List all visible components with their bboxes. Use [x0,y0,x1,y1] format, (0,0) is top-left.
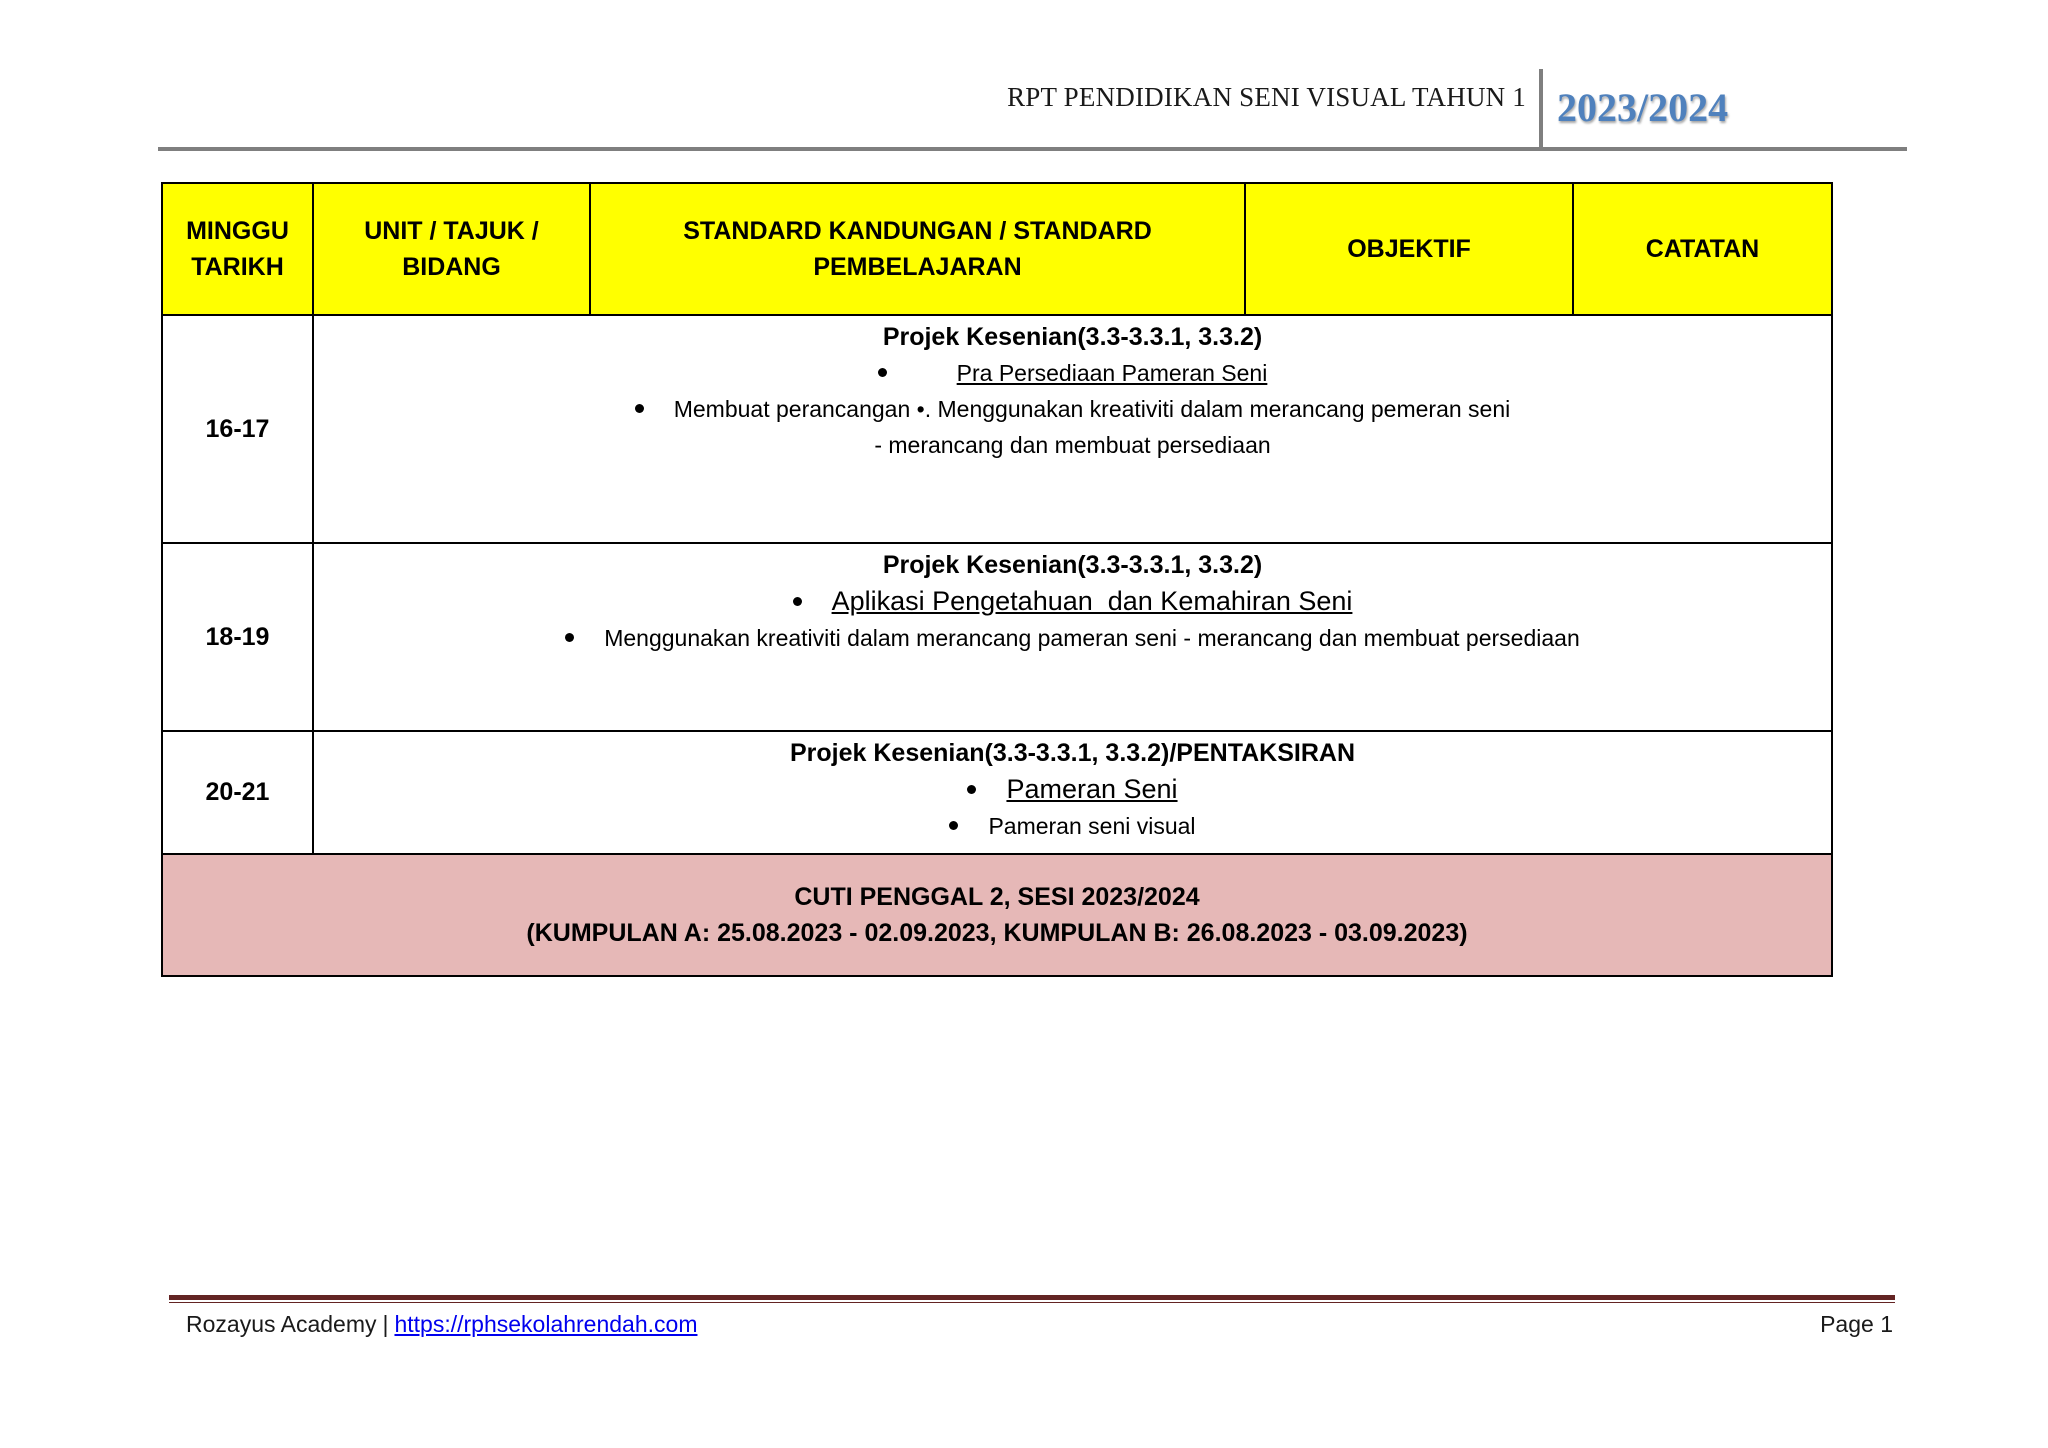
project-title: Projek Kesenian(3.3-3.3.1, 3.3.2) [882,323,1263,351]
project-title: Projek Kesenian(3.3-3.3.1, 3.3.2)/PENTAKSIRAN [789,739,1355,767]
activity-text: Menggunakan kreativiti dalam merancang pameran seni - merancang dan membuat persediaan [604,625,1580,651]
activity-line [314,620,1831,656]
topic-line [314,583,1831,620]
activity-line [314,808,1831,844]
content-cell [313,731,1832,854]
bullet-icon [967,785,976,794]
bullet-icon [565,633,574,642]
table-row [162,543,1832,731]
bullet-icon [635,404,644,413]
bullet-icon [949,821,958,830]
project-title: Projek Kesenian(3.3-3.3.1, 3.3.2) [882,551,1263,579]
table-header-row [162,183,1832,315]
header-rule [158,147,1907,151]
topic-text: Aplikasi Pengetahuan dan Kemahiran Seni [831,586,1353,616]
bullet-icon [793,597,802,606]
page-number: Page 1 [1820,1311,1893,1337]
holiday-title: CUTI PENGGAL 2, SESI 2023/2024 [794,883,1200,911]
footer-credit [186,1311,697,1338]
column-header-standard: STANDARD KANDUNGAN / STANDARD PEMBELAJARAN [590,183,1245,315]
topic-text: Pameran Seni [1006,774,1178,804]
column-header-notes: CATATAN [1573,183,1832,315]
activity-line [314,391,1831,427]
week-cell: 16-17 [162,315,313,543]
table-row [162,315,1832,543]
lesson-plan-table [161,182,1833,977]
week-cell: 20-21 [162,731,313,854]
content-cell [313,543,1832,731]
document-title: RPT PENDIDIKAN SENI VISUAL TAHUN 1 [1007,82,1526,112]
column-header-objective: OBJEKTIF [1245,183,1573,315]
table-row [162,731,1832,854]
activity-text: Membuat perancangan •. Menggunakan kreativiti dalam merancang pemeran seni [673,396,1511,422]
column-header-unit: UNIT / TAJUK / BIDANG [313,183,590,315]
footer-org: Rozayus Academy [186,1311,377,1337]
topic-line [314,771,1831,808]
column-header-week: MINGGU TARIKH [162,183,313,315]
week-cell: 18-19 [162,543,313,731]
holiday-row [162,854,1832,976]
topic-line [314,355,1831,391]
holiday-cell [162,854,1832,976]
header-divider [1539,69,1543,149]
holiday-dates: (KUMPULAN A: 25.08.2023 - 02.09.2023, KUMPULAN B: 26.08.2023 - 03.09.2023) [526,919,1468,947]
footer-website-link[interactable]: https://rphsekolahrendah.com [394,1311,698,1337]
footer-rule [169,1295,1895,1303]
bullet-icon [878,368,887,377]
activity-continuation: - merancang dan membuat persediaan [874,432,1271,458]
session-year: 2023/2024 [1557,85,1729,130]
content-cell [313,315,1832,543]
topic-text: Pra Persediaan Pameran Seni [956,360,1268,386]
footer-separator: | [382,1311,389,1337]
activity-text: Pameran seni visual [988,813,1196,839]
